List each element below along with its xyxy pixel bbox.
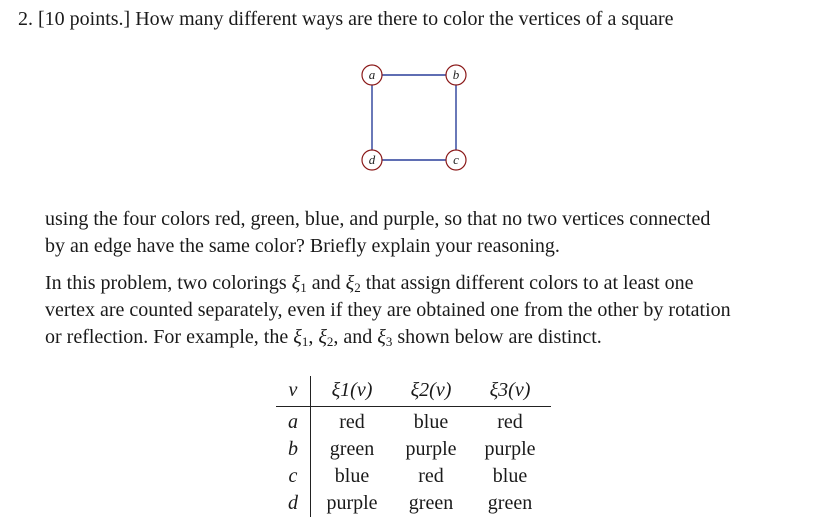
- vertex-a-label: a: [368, 67, 376, 82]
- header-xi1: ξ1(v): [311, 376, 394, 407]
- table-row: b green purple purple: [276, 436, 551, 463]
- problem-points: [10 points.]: [38, 8, 131, 30]
- paragraph-colors-line-2: by an edge have the same color? Briefly explain your reasoning.: [45, 235, 560, 257]
- paragraph-colorings-line-2: vertex are counted separately, even if they are obtained one from the other by rotation: [45, 299, 731, 321]
- header-v: v: [276, 376, 311, 407]
- problem-question: How many different ways are there to color the vertices of a square: [135, 8, 674, 30]
- vertex-d: [362, 150, 382, 170]
- problem-statement: [18, 8, 674, 31]
- paragraph-colorings: [45, 270, 731, 351]
- square-graph: [350, 58, 470, 178]
- problem-number: 2.: [18, 8, 33, 30]
- vertex-c-label: c: [453, 152, 459, 167]
- table-row: a red blue red: [276, 407, 551, 437]
- vertex-d-label: d: [368, 152, 376, 167]
- vertex-b-label: b: [452, 67, 460, 82]
- table-row: d purple green green: [276, 490, 551, 517]
- vertex-a: [362, 65, 382, 85]
- header-xi2: ξ2(v): [393, 376, 469, 407]
- colorings-table: [276, 376, 551, 517]
- table-row: c blue red blue: [276, 463, 551, 490]
- graph-edges: [372, 75, 456, 160]
- header-xi3: ξ3(v): [469, 376, 551, 407]
- vertex-b: [446, 65, 466, 85]
- paragraph-colorings-line-3: or reflection. For example, the $\xi_1$, $\xi_2$, and $\xi_3$ shown below are distinct.: [45, 326, 602, 349]
- paragraph-colors-line-1: using the four colors red, green, blue, and purple, so that no two vertices connected: [45, 208, 711, 230]
- paragraph-colorings-line-1: In this problem, two colorings $\xi_1$ and $\xi_2$ that assign different colors to at least one: [45, 272, 694, 295]
- table-header-row: [276, 376, 551, 407]
- paragraph-colors: [45, 206, 710, 260]
- vertex-c: [446, 150, 466, 170]
